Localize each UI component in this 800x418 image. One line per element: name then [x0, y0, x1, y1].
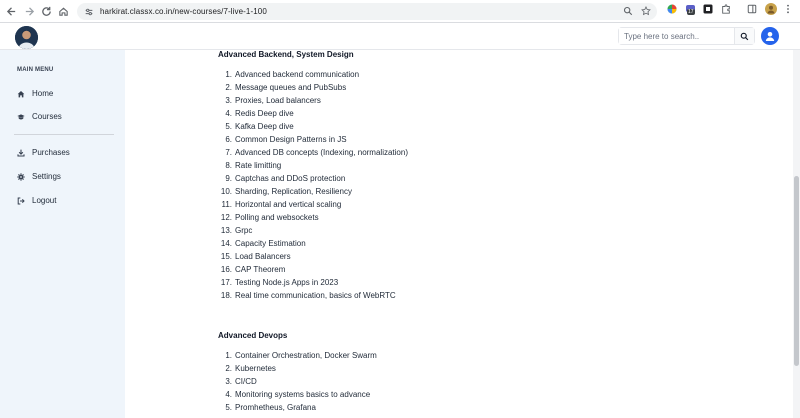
app-header — [0, 23, 800, 50]
instructor-avatar[interactable] — [15, 26, 38, 49]
sidebar-item-label: Courses — [32, 112, 62, 121]
list-item: 1. Container Orchestration, Docker Swarm — [225, 351, 377, 360]
list-item: 3. CI/CD — [225, 377, 257, 386]
list-item: 5. Promhetheus, Grafana — [225, 403, 316, 412]
zoom-icon[interactable] — [623, 6, 633, 16]
sidebar-item-settings[interactable] — [17, 172, 61, 181]
sidebar-item-label: Settings — [32, 172, 61, 181]
list-item: 14. Capacity Estimation — [220, 239, 306, 248]
search-box — [618, 27, 755, 45]
list-item: 9. Captchas and DDoS protection — [225, 174, 346, 183]
list-item: 2. Kubernetes — [225, 364, 276, 373]
back-arrow-icon[interactable] — [2, 2, 21, 21]
sidebar-item-purchases[interactable] — [17, 148, 70, 157]
user-icon — [764, 30, 776, 42]
extensions-puzzle-icon[interactable] — [721, 4, 731, 14]
sidebar-item-label: Purchases — [32, 148, 70, 157]
list-item: 5. Kafka Deep dive — [225, 122, 294, 131]
list-item: 4. Monitoring systems basics to advance — [225, 390, 371, 399]
sidebar-item-label: Home — [32, 89, 54, 98]
extension-color-icon[interactable] — [667, 4, 677, 14]
list-item: 18. Real time communication, basics of WebRTC — [220, 291, 396, 300]
list-item: 8. Rate limitting — [225, 161, 282, 170]
scrollbar-thumb[interactable] — [794, 176, 799, 366]
gear-icon — [17, 173, 25, 181]
browser-toolbar — [0, 0, 800, 23]
sidebar-divider — [14, 134, 114, 135]
home-icon — [17, 90, 25, 98]
user-profile-button[interactable] — [761, 27, 779, 45]
list-item: 13. Grpc — [220, 226, 253, 235]
sidebar-item-logout[interactable] — [17, 196, 56, 205]
main-menu-heading: MAIN MENU — [17, 67, 54, 73]
side-panel-icon[interactable] — [747, 4, 757, 14]
list-item: 17. Testing Node.js Apps in 2023 — [220, 278, 339, 287]
extension-badge-icon[interactable] — [685, 4, 697, 16]
sidebar-item-home[interactable] — [17, 89, 53, 98]
list-item: 4. Redis Deep dive — [225, 109, 294, 118]
course-content — [125, 50, 793, 418]
section-title: Advanced Backend, System Design — [218, 50, 354, 59]
list-item: 10. Sharding, Replication, Resiliency — [220, 187, 352, 196]
graduation-cap-icon — [17, 113, 25, 121]
list-item: 6. Common Design Patterns in JS — [225, 135, 347, 144]
search-icon — [740, 32, 749, 41]
extension-badge-count: 17 — [688, 9, 694, 15]
list-item: 15. Load Balancers — [220, 252, 291, 261]
section-title: Advanced Devops — [218, 331, 288, 340]
bookmark-star-icon[interactable] — [641, 6, 651, 16]
sidebar-item-courses[interactable] — [17, 112, 62, 121]
browser-menu-icon[interactable] — [786, 4, 790, 14]
search-input[interactable] — [619, 28, 734, 44]
list-item: 11. Horizontal and vertical scaling — [221, 200, 342, 209]
list-item: 16. CAP Theorem — [220, 265, 286, 274]
sidebar — [0, 50, 125, 418]
list-item: 1. Advanced backend communication — [225, 70, 360, 79]
list-item: 2. Message queues and PubSubs — [225, 83, 347, 92]
site-info-icon[interactable] — [84, 7, 94, 17]
list-item: 7. Advanced DB concepts (Indexing, normalization) — [225, 148, 408, 157]
download-icon — [17, 149, 25, 157]
url-text[interactable]: harkirat.classx.co.in/new-courses/7-live-1-100 — [100, 7, 267, 16]
home-icon[interactable] — [54, 2, 73, 21]
extension-square-icon[interactable] — [703, 4, 713, 14]
profile-avatar-icon[interactable] — [765, 3, 777, 15]
address-bar[interactable] — [77, 3, 657, 20]
list-item: 3. Proxies, Load balancers — [225, 96, 321, 105]
logout-icon — [17, 197, 25, 205]
page-scrollbar[interactable] — [793, 50, 800, 418]
sidebar-item-label: Logout — [32, 196, 57, 205]
list-item: 12. Polling and websockets — [220, 213, 319, 222]
search-button[interactable] — [734, 28, 754, 44]
